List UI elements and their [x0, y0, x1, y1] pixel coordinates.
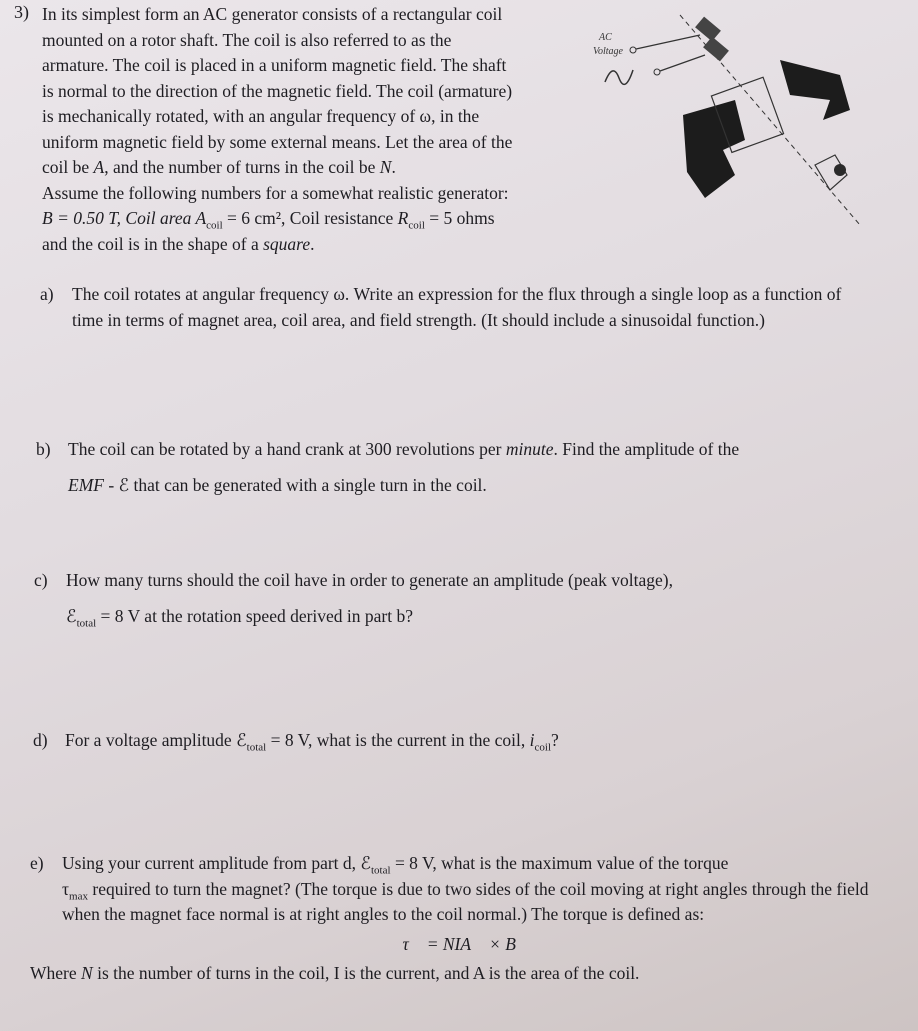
- part-label: d): [33, 730, 48, 750]
- coil-line: coil be A, and the number of turns in the coil be N.: [42, 157, 396, 177]
- torque-formula: τ⃗ = NIA⃗ × B⃗: [402, 933, 530, 954]
- part-b: [36, 437, 866, 498]
- intro-line: is mechanically rotated, with an angular frequency of ω, in the: [42, 106, 480, 126]
- voltage-label: Voltage: [593, 46, 623, 57]
- part-text: How many turns should the coil have in order to generate an amplitude (peak voltage), ℰ$_{total}$ = 8 V at the rotation speed derived in part b?: [66, 570, 673, 629]
- part-text: The coil can be rotated by a hand crank at 300 revolutions per minute. Find the amplitude of the EMF - ℰ that can be generated with a single turn in the coil.: [68, 439, 740, 495]
- formula-explanation: Where N is the number of turns in the coil, I is the current, and A is the area of the coil.: [30, 963, 640, 983]
- terminal-icon: [654, 69, 660, 75]
- part-text: The coil rotates at angular frequency ω. Write an expression for the flux through a single loop as a function of time in terms of magnet area, coil area, and field strength. (It should include a sinusoidal function.): [72, 284, 842, 330]
- part-text: For a voltage amplitude ℰ$_{total}$ = 8 V, what is the current in the coil, $i_{coil}$?: [65, 730, 559, 754]
- question-intro: [42, 2, 582, 257]
- part-e: [30, 851, 870, 987]
- intro-line: armature. The coil is placed in a uniform magnetic field. The shaft: [42, 55, 507, 75]
- terminal-icon: [630, 47, 636, 53]
- part-label: a): [40, 284, 54, 304]
- part-a: [40, 282, 860, 333]
- part-c: [34, 568, 864, 629]
- magnet-north-icon: [780, 60, 850, 120]
- part-d: [33, 728, 863, 754]
- part-label: e): [30, 853, 44, 873]
- magnet-south-icon: [683, 100, 745, 198]
- intro-line: is normal to the direction of the magnetic field. The coil (armature): [42, 80, 513, 101]
- values-line: B = 0.50 T, Coil area $A_{coil} = 6$ cm², Coil resistance $R_{coil} = 5$ ohms: [42, 208, 495, 232]
- question-number: 3): [14, 2, 29, 22]
- intro-line: mounted on a rotor shaft. The coil is also referred to as the: [42, 29, 452, 50]
- intro-line: uniform magnetic field by some external means. Let the area of the: [42, 131, 513, 152]
- intro-line: In its simplest form an AC generator consists of a rectangular coil: [42, 4, 503, 24]
- part-text: Using your current amplitude from part d, ℰ$_{total}$ = 8 V, what is the maximum value of the torque $\tau_{max}$ required to turn the magnet? (The torque is due to two sides of the coil moving at right angles through the field when the magnet face normal is at right angles to the coil normal.) The torque is defined as: τ⃗ = NIA⃗ × B⃗: [62, 851, 870, 957]
- part-label: b): [36, 439, 51, 459]
- ac-label: AC: [599, 32, 612, 43]
- generator-diagram: [585, 0, 885, 235]
- assume-line: Assume the following numbers for a somewhat realistic generator:: [42, 182, 509, 203]
- sine-wave-icon: [605, 70, 633, 84]
- slip-ring-icon: [703, 37, 729, 62]
- shape-line: and the coil is in the shape of a square.: [42, 233, 315, 254]
- part-label: c): [34, 570, 48, 590]
